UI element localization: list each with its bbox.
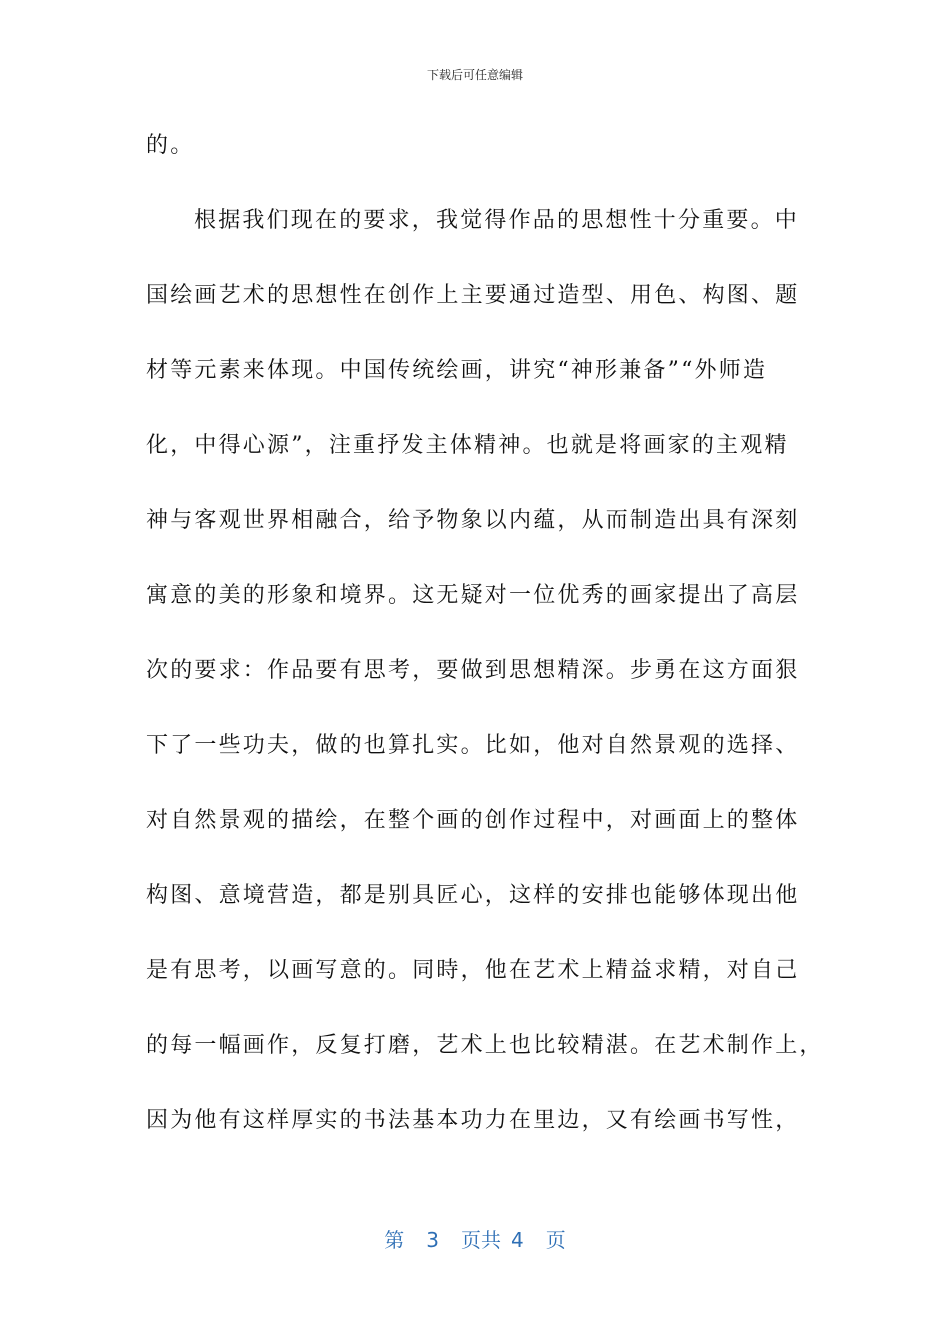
text-line: 因为他有这样厚实的书法基本功力在里边，又有绘画书写性， [146, 1108, 800, 1133]
text-line: 化，中得心源”，注重抒发主体精神。也就是将画家的主观精 [146, 433, 789, 458]
document-body [146, 120, 824, 1170]
footer-middle: 页共 [461, 1228, 501, 1252]
footer-prefix: 第 [384, 1228, 405, 1252]
total-pages-number: 4 [511, 1228, 524, 1252]
text-line: 对自然景观的描绘，在整个画的创作过程中，对画面上的整体 [146, 808, 800, 833]
text-line: 材等元素来体现。中国传统绘画，讲究“神形兼备”“外师造 [146, 358, 768, 383]
text-line: 是有思考，以画写意的。同時，他在艺术上精益求精，对自己 [146, 958, 800, 983]
text-line: 寓意的美的形象和境界。这无疑对一位优秀的画家提出了高层 [146, 583, 800, 608]
text-line: 神与客观世界相融合，给予物象以内蕴，从而制造出具有深刻 [146, 508, 800, 533]
text-line: 的。 [146, 133, 195, 158]
text-line: 的每一幅画作，反复打磨，艺术上也比较精湛。在艺术制作上， [146, 1033, 824, 1058]
header-note: 下载后可任意编辑 [426, 68, 523, 82]
text-line: 次的要求：作品要有思考，要做到思想精深。步勇在这方面狠 [146, 658, 800, 683]
text-line: 国绘画艺术的思想性在创作上主要通过造型、用色、构图、题 [146, 283, 800, 308]
text-line-paragraph-start: 根据我们现在的要求，我觉得作品的思想性十分重要。中 [194, 208, 800, 233]
text-line: 构图、意境营造，都是别具匠心，这样的安排也能够体现出他 [146, 883, 800, 908]
text-line: 下了一些功夫，做的也算扎实。比如，他对自然景观的选择、 [146, 733, 800, 758]
current-page-number: 3 [426, 1228, 439, 1252]
footer-suffix: 页 [545, 1228, 566, 1252]
page-footer [0, 1224, 950, 1253]
